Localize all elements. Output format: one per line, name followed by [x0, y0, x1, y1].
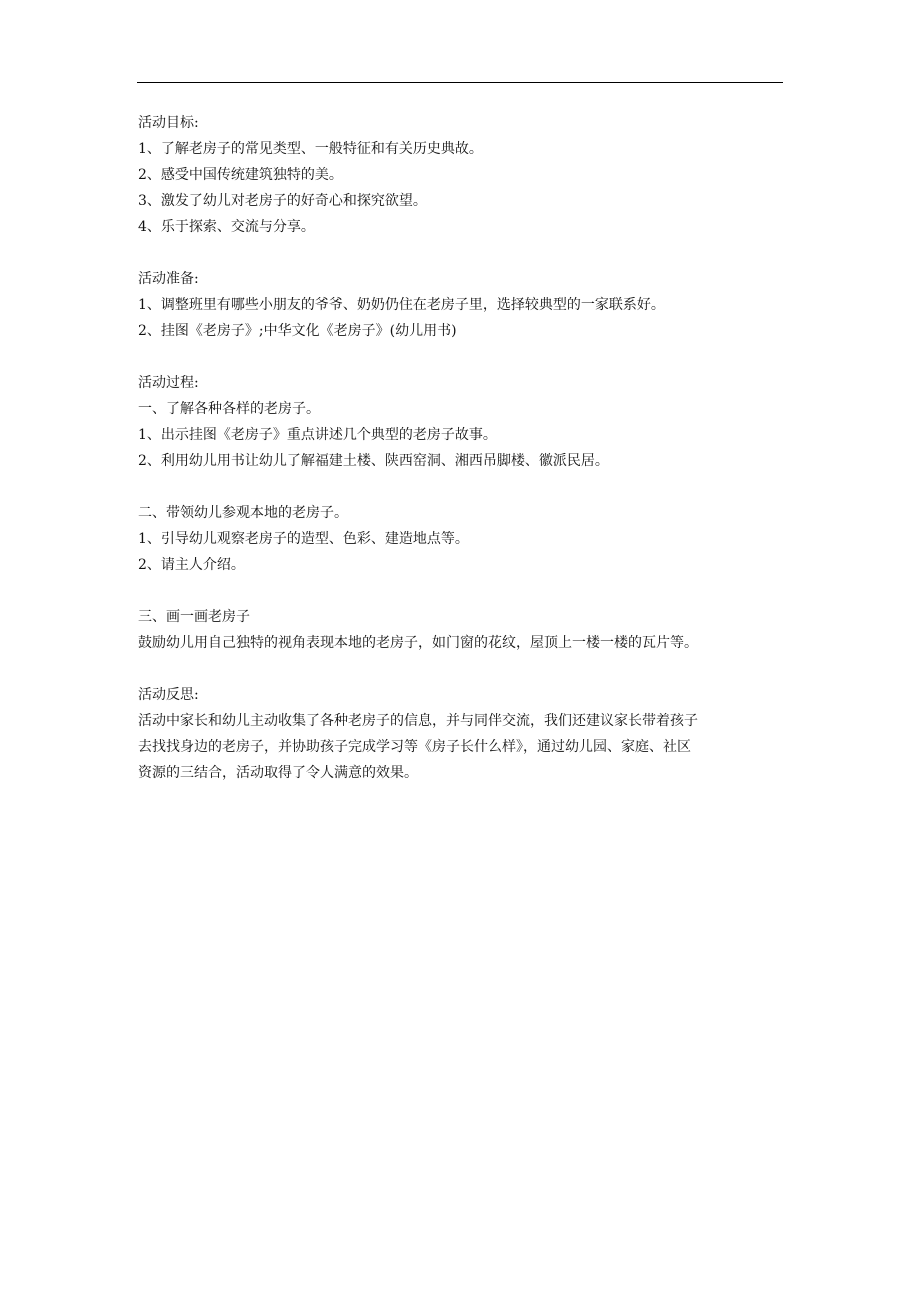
process-step-item: 1、引导幼儿观察老房子的造型、色彩、建造地点等。 — [138, 531, 469, 547]
preparation-item: 2、挂图《老房子》;中华文化《老房子》(幼儿用书) — [138, 323, 457, 339]
goals-item: 4、乐于探索、交流与分享。 — [138, 219, 315, 235]
section-gap — [138, 656, 788, 682]
process-step-item: 1、出示挂图《老房子》重点讲述几个典型的老房子故事。 — [138, 427, 497, 443]
section-preparation — [138, 266, 788, 344]
process-step-item: 2、请主人介绍。 — [138, 557, 245, 573]
reflection-heading: 活动反思: — [138, 687, 199, 703]
goals-heading: 活动目标: — [138, 115, 199, 131]
process-step-title: 一、了解各种各样的老房子。 — [138, 401, 320, 417]
process-step-title: 二、带领幼儿参观本地的老房子。 — [138, 505, 348, 521]
preparation-item: 1、调整班里有哪些小朋友的爷爷、奶奶仍住在老房子里，选择较典型的一家联系好。 — [138, 297, 665, 313]
goals-item: 1、了解老房子的常见类型、一般特征和有关历史典故。 — [138, 141, 483, 157]
reflection-line: 去找找身边的老房子，并协助孩子完成学习等《房子长什么样》，通过幼儿园、家庭、社区 — [138, 739, 691, 755]
goals-item: 2、感受中国传统建筑独特的美。 — [138, 167, 343, 183]
section-goals — [138, 110, 788, 240]
reflection-line: 活动中家长和幼儿主动收集了各种老房子的信息，并与同伴交流，我们还建议家长带着孩子 — [138, 713, 698, 729]
process-step-item: 鼓励幼儿用自己独特的视角表现本地的老房子，如门窗的花纹，屋顶上一楼一楼的瓦片等。 — [138, 635, 698, 651]
process-heading: 活动过程: — [138, 375, 199, 391]
process-step-title: 三、画一画老房子 — [138, 609, 250, 625]
section-gap — [138, 474, 788, 500]
section-gap — [138, 240, 788, 266]
section-gap — [138, 578, 788, 604]
section-gap — [138, 344, 788, 370]
goals-item: 3、激发了幼儿对老房子的好奇心和探究欲望。 — [138, 193, 427, 209]
section-process — [138, 370, 788, 656]
preparation-heading: 活动准备: — [138, 271, 199, 287]
section-reflection — [138, 682, 788, 786]
header-rule — [137, 82, 783, 83]
reflection-line: 资源的三结合，活动取得了令人满意的效果。 — [138, 765, 418, 781]
document-body — [138, 110, 788, 786]
process-step-item: 2、利用幼儿用书让幼儿了解福建土楼、陕西窑洞、湘西吊脚楼、徽派民居。 — [138, 453, 609, 469]
